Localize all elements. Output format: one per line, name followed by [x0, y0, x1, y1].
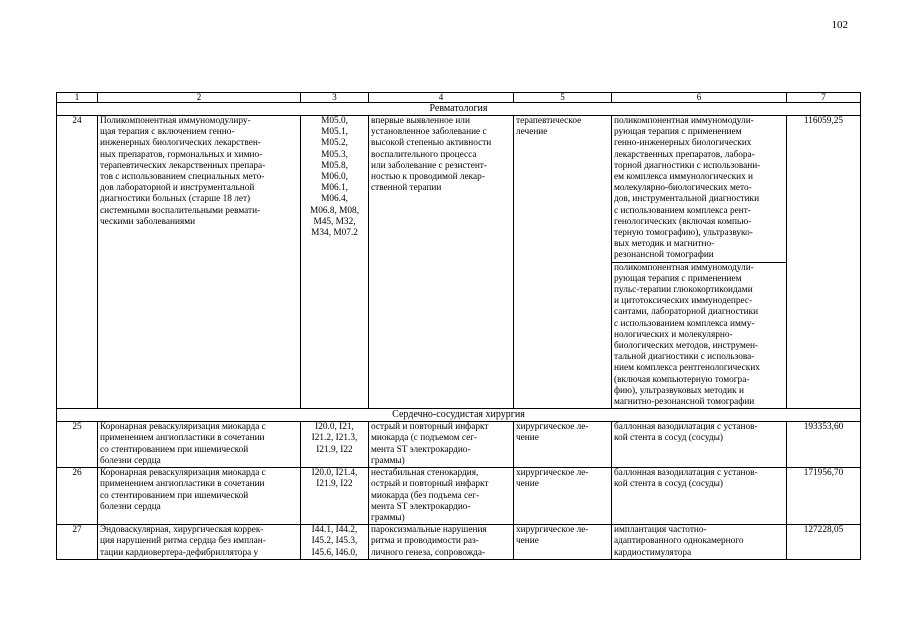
icd-code-line: M05.8,	[321, 160, 348, 171]
patient-model-line: ритма и проводимости раз-	[371, 536, 479, 547]
treatment-method-line: магнитно-резонансной томографии	[614, 397, 755, 408]
column-number: 5	[514, 93, 612, 103]
patient-model-line: установленное заболевание с	[371, 127, 487, 138]
icd-codes	[301, 422, 369, 468]
section-header-row	[57, 409, 861, 422]
treatment-methods	[612, 116, 787, 409]
care-type-line: болезни сердца	[100, 455, 161, 466]
care-type-line: Коронарная реваскуляризация миокарда с	[100, 422, 266, 433]
treatment-type	[514, 116, 612, 409]
care-type-line: болезни сердца	[100, 501, 161, 512]
treatment-line: хирургическое ле-	[516, 422, 589, 433]
treatment-method-line: биологических методов, инструмен-	[614, 341, 759, 352]
row-number: 24	[57, 116, 98, 409]
treatment-method-line: пульс-терапии глюкокортикоидами	[614, 285, 753, 296]
column-number: 3	[301, 93, 369, 103]
treatment-method-line: и цитотоксических иммунодепрес-	[614, 296, 753, 307]
treatment-type	[514, 525, 612, 560]
price: 171956,70	[787, 468, 861, 525]
icd-code-line: I20.0, I21.4,	[311, 468, 358, 479]
treatment-method-line: молекулярно-биологических мето-	[614, 183, 752, 194]
treatment-methods	[612, 468, 787, 525]
treatment-method-line: с использованием комплекса рент-	[614, 205, 751, 216]
care-type-line: со стентированием при ишемической	[100, 444, 249, 455]
table-row	[57, 525, 861, 560]
treatment-method-line: ем комплекса иммунологических и	[614, 172, 754, 183]
icd-code-line: I21.9, I22	[316, 444, 353, 455]
treatment-method-line: сантами, лабораторной диагностики	[614, 307, 759, 318]
icd-code-line: M05.2,	[321, 138, 348, 149]
section-header-row	[57, 103, 861, 116]
icd-code-line: I44.1, I44.2,	[311, 525, 358, 536]
icd-code-line: I45.6, I46.0,	[311, 547, 358, 558]
price: 116059,25	[787, 116, 861, 409]
column-number: 2	[98, 93, 301, 103]
column-number: 7	[787, 93, 861, 103]
icd-code-line: M05.3,	[321, 149, 348, 160]
table-row	[57, 468, 861, 525]
row-number: 25	[57, 422, 98, 468]
treatment-method	[614, 422, 784, 444]
treatment-method-line: рующая терапия с применением	[614, 273, 742, 284]
treatment-method	[612, 262, 786, 409]
price: 127228,05	[787, 525, 861, 560]
row-number: 27	[57, 525, 98, 560]
care-type-line: Эндоваскулярная, хирургическая коррек-	[100, 525, 264, 536]
treatment-method-line: с использованием комплекса имму-	[614, 318, 755, 329]
icd-code-line: I45.2, I45.3,	[311, 536, 358, 547]
treatment-method	[614, 525, 784, 559]
page-number: 102	[831, 19, 848, 31]
icd-code-line: M34, M07.2	[311, 228, 358, 239]
treatment-method-line: поликомпонентная иммуномодули-	[614, 262, 754, 273]
care-type-line: применением ангиопластики в сочетании	[100, 433, 265, 444]
patient-model	[369, 116, 514, 409]
icd-code-line: M06.1,	[321, 183, 348, 194]
patient-model	[369, 422, 514, 468]
treatment-method-line: тальной диагностики с использова-	[614, 352, 755, 363]
care-type-name	[98, 422, 301, 468]
treatment-method-line: вых методик и магнитно-	[614, 239, 715, 250]
care-type-line: применением ангиопластики в сочетании	[100, 479, 265, 490]
patient-model-line: ностью к проводимой лекар-	[371, 172, 485, 183]
treatment-method-line: нием комплекса рентгенологических	[614, 363, 760, 374]
patient-model-line: миокарда (без подъема сег-	[371, 490, 480, 501]
treatment-method-line: (включая компьютерную томогра-	[614, 374, 750, 385]
care-type-line: щая терапия с включением генно-	[100, 127, 235, 138]
icd-codes	[301, 116, 369, 409]
care-type-line: ных препаратов, гормональных и химио-	[100, 149, 263, 160]
patient-model-line: нестабильная стенокардия,	[371, 468, 479, 479]
treatment-method-line: имплантация частотно-	[614, 525, 707, 536]
section-title: Ревматология	[57, 103, 861, 116]
patient-model-line: граммы)	[371, 455, 405, 466]
icd-codes	[301, 468, 369, 525]
patient-model	[369, 525, 514, 560]
care-type-line: Поликомпонентная иммуномодулиру-	[100, 116, 251, 126]
patient-model-line: высокой степенью активности	[371, 138, 492, 149]
icd-code-line: M45, M32,	[313, 216, 356, 227]
column-number: 4	[369, 93, 514, 103]
treatment-method-line: фию), ультразвуковых методик и	[614, 385, 744, 396]
treatment-line: чение	[516, 479, 539, 490]
icd-code-line: M06.4,	[321, 194, 348, 205]
patient-model-line: мента ST электрокардио-	[371, 501, 471, 512]
care-type-line: ция нарушений ритма сердца без имплан-	[100, 536, 266, 547]
table-row	[57, 422, 861, 468]
care-type-name	[98, 525, 301, 560]
icd-code-line: I21.2, I21.3,	[311, 433, 358, 444]
care-type-line: системными воспалительными ревмати-	[100, 205, 261, 216]
treatment-method-line: нологических и молекулярно-	[614, 329, 733, 340]
treatment-method	[614, 116, 784, 262]
patient-model-line: острый и повторный инфаркт	[371, 479, 489, 490]
treatment-methods	[612, 525, 787, 560]
care-type-line: инженерных биологических лекарствен-	[100, 138, 261, 149]
treatment-method-line: кой стента в сосуд (сосуды)	[614, 433, 723, 444]
treatment-method-line: торной диагностики с использовани-	[614, 160, 761, 171]
treatment-method-line: кардиостимулятора	[614, 547, 692, 558]
treatment-line: чение	[516, 433, 539, 444]
patient-model-line: пароксизмальные нарушения	[371, 525, 487, 536]
care-type-line: тов с использованием специальных мето-	[100, 172, 265, 183]
column-number: 1	[57, 93, 98, 103]
care-type-name	[98, 468, 301, 525]
treatment-method-line: кой стента в сосуд (сосуды)	[614, 479, 723, 490]
icd-code-line: M06.0,	[321, 172, 348, 183]
patient-model-line: личного генеза, сопровожда-	[371, 547, 486, 558]
patient-model	[369, 468, 514, 525]
table-row	[57, 116, 861, 409]
treatment-method-line: рующая терапия с применением	[614, 127, 742, 138]
patient-model-line: ственной терапии	[371, 183, 442, 194]
treatment-method-line: терную томографию), ультразвуко-	[614, 228, 753, 239]
care-type-line: Коронарная реваскуляризация миокарда с	[100, 468, 266, 479]
treatment-method-line: лекарственных препаратов, лабора-	[614, 149, 755, 160]
section-title: Сердечно-сосудистая хирургия	[57, 409, 861, 422]
treatment-method-line: поликомпонентная иммуномодули-	[614, 116, 754, 126]
care-type-line: диагностики больных (старше 18 лет)	[100, 194, 251, 205]
treatment-line: хирургическое ле-	[516, 525, 589, 536]
patient-model-line: граммы)	[371, 512, 405, 523]
treatment-line: терапевтическое	[516, 116, 582, 126]
patient-model-line: острый и повторный инфаркт	[371, 422, 489, 433]
treatment-line: хирургическое ле-	[516, 468, 589, 479]
row-number: 26	[57, 468, 98, 525]
care-type-name	[98, 116, 301, 409]
treatment-methods	[612, 422, 787, 468]
treatment-method-line: дов, инструментальной диагностики	[614, 194, 760, 205]
treatment-type	[514, 468, 612, 525]
medical-care-table	[56, 92, 861, 560]
column-number: 6	[612, 93, 787, 103]
treatment-method-line: адаптированного однокамерного	[614, 536, 744, 547]
treatment-method-line: баллонная вазодилатация с установ-	[614, 422, 758, 433]
care-type-line: дов лабораторной и инструментальной	[100, 183, 255, 194]
care-type-line: терапевтических лекарственных препара-	[100, 160, 266, 171]
treatment-method-line: генологических (включая компью-	[614, 216, 752, 227]
icd-code-line: M05.0,	[321, 116, 348, 126]
treatment-method-line: генно-инженерных биологических	[614, 138, 752, 149]
patient-model-line: миокарда (с подъемом сег-	[371, 433, 478, 444]
icd-code-line: M05.1,	[321, 127, 348, 138]
treatment-method-line: резонансной томографии	[614, 250, 714, 261]
treatment-line: чение	[516, 536, 539, 547]
icd-code-line: I21.9, I22	[316, 479, 353, 490]
icd-codes	[301, 525, 369, 560]
treatment-method-line: баллонная вазодилатация с установ-	[614, 468, 758, 479]
care-type-line: ческими заболеваниями	[100, 216, 196, 227]
patient-model-line: мента ST электрокардио-	[371, 444, 471, 455]
price: 193353,60	[787, 422, 861, 468]
treatment-line: лечение	[516, 127, 548, 138]
patient-model-line: воспалительного процесса	[371, 149, 477, 160]
icd-code-line: M06.8, M08,	[309, 205, 360, 216]
treatment-method	[614, 468, 784, 490]
patient-model-line: или заболевание с резистент-	[371, 160, 487, 171]
patient-model-line: впервые выявленное или	[371, 116, 470, 126]
care-type-line: тации кардиовертера-дефибриллятора у	[100, 547, 259, 558]
icd-code-line: I20.0, I21,	[315, 422, 354, 433]
care-type-line: со стентированием при ишемической	[100, 490, 249, 501]
column-number-row	[57, 93, 861, 103]
treatment-type	[514, 422, 612, 468]
